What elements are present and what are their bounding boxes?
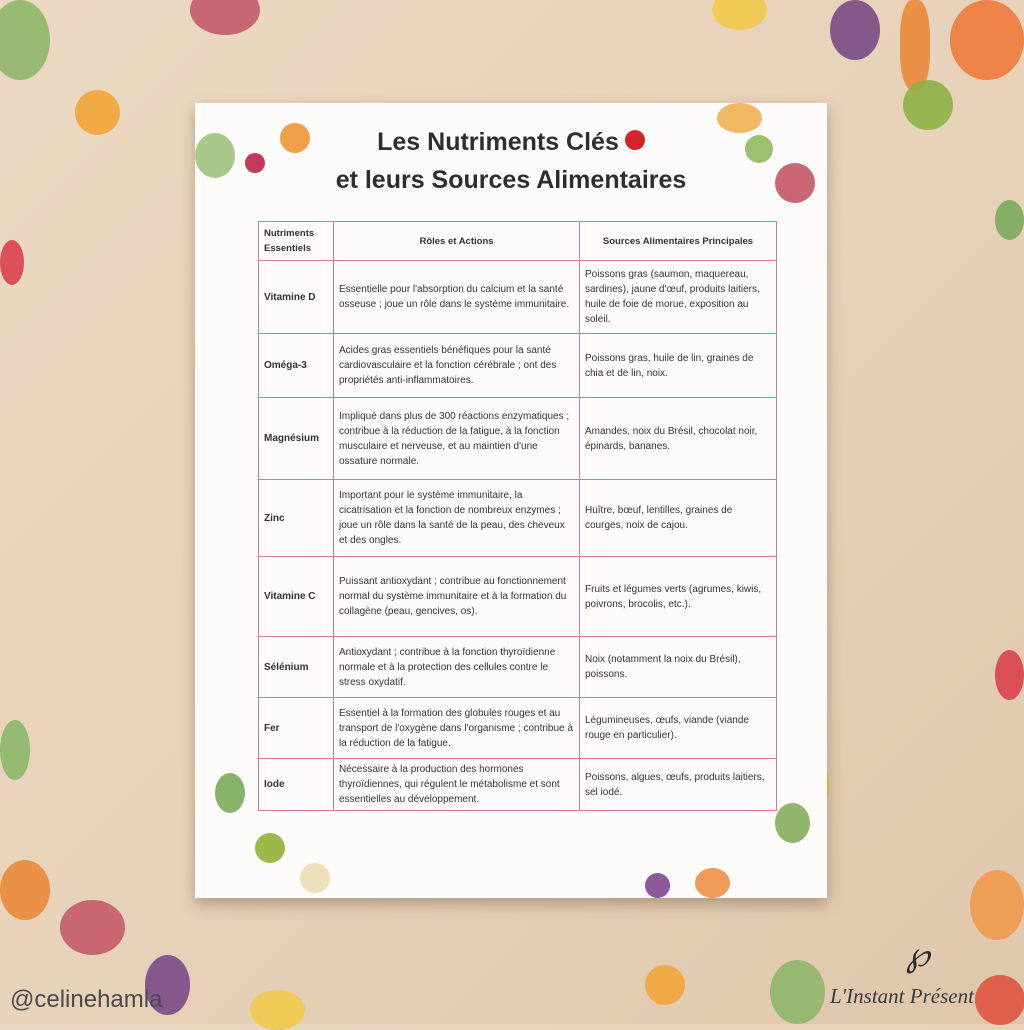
title-line-2: et leurs Sources Alimentaires	[335, 166, 687, 194]
table-row	[259, 698, 777, 759]
nutrient-role: Important pour le système immunitaire, la cicatrisation et la fonction de nombreux enzymes ; joue un rôle dans la santé de la peau, des cheveux et des ongles.	[334, 480, 580, 557]
orange-slice-icon	[75, 90, 120, 135]
nutrient-name: Magnésium	[259, 398, 334, 480]
nutrient-sources: Huître, bœuf, lentilles, graines de courges, noix de cajou.	[580, 480, 777, 557]
leaf-icon	[995, 200, 1024, 240]
nutrient-sheet	[195, 103, 827, 898]
nutrient-role: Acides gras essentiels bénéfiques pour la santé cardiovasculaire et la fonction cérébrale ; ont des propriétés anti-inflammatoires.	[334, 334, 580, 398]
nutrient-role: Nécessaire à la production des hormones thyroïdiennes, qui régulent le métabolisme et sont essentielles au développement.	[334, 759, 580, 811]
nutrient-sources: Fruits et légumes verts (agrumes, kiwis, poivrons, brocolis, etc.).	[580, 557, 777, 637]
carrot-icon-2	[0, 860, 50, 920]
onion-icon	[300, 863, 330, 893]
instagram-handle: @celinehamla	[10, 986, 163, 1013]
peach-paper-icon	[695, 868, 730, 898]
grapes-paper-icon	[645, 873, 670, 898]
nutrient-name: Fer	[259, 698, 334, 759]
nutrient-name: Vitamine D	[259, 261, 334, 334]
kiwi-paper-icon	[255, 833, 285, 863]
nutrient-name: Vitamine C	[259, 557, 334, 637]
nutrient-sources: Poissons gras, huile de lin, graines de chia et de lin, noix.	[580, 334, 777, 398]
red-apple-icon	[625, 130, 645, 150]
carrot-icon	[900, 0, 930, 90]
nutrient-name: Sélénium	[259, 637, 334, 698]
table-row	[259, 557, 777, 637]
nutrient-sources: Amandes, noix du Brésil, chocolat noir, épinards, bananes.	[580, 398, 777, 480]
lettuce-paper-icon	[215, 773, 245, 813]
pepper-icon-2	[970, 870, 1024, 940]
table-row	[259, 261, 777, 334]
apple-icon	[995, 650, 1024, 700]
table-row	[259, 480, 777, 557]
table-row	[259, 637, 777, 698]
nutrient-role: Essentielle pour l'absorption du calcium et la santé osseuse ; joue un rôle dans le système immunitaire.	[334, 261, 580, 334]
broccoli-icon	[0, 0, 50, 80]
tomato-icon	[975, 975, 1024, 1025]
nutrient-name: Oméga-3	[259, 334, 334, 398]
broccoli-paper-icon	[775, 803, 810, 843]
nutrient-role: Impliqué dans plus de 300 réactions enzymatiques ; contribue à la réduction de la fatigue, à la fonction musculaire et nerveuse, et au maintien d'une ossature normale.	[334, 398, 580, 480]
nutrient-sources: Noix (notamment la noix du Brésil), poissons.	[580, 637, 777, 698]
nutrient-sources: Légumineuses, œufs, viande (viande rouge en particulier).	[580, 698, 777, 759]
lemon-icon-2	[250, 990, 305, 1030]
lettuce-icon	[0, 720, 30, 780]
lemon-icon	[712, 0, 767, 30]
nutrient-name: Zinc	[259, 480, 334, 557]
nutrient-sources: Poissons gras (saumon, maquereau, sardines), jaune d'œuf, produits laitiers, huile de foie de morue, exposition au soleil.	[580, 261, 777, 334]
nutrient-role: Antioxydant ; contribue à la fonction thyroïdienne normale et à la protection des cellules contre le stress oxydatif.	[334, 637, 580, 698]
brand-name: L'Instant Présent	[830, 984, 974, 1008]
nutrient-sources: Poissons, algues, œufs, produits laitiers, sel iodé.	[580, 759, 777, 811]
broccoli-icon-2	[770, 960, 825, 1024]
header-sources: Sources Alimentaires Principales	[580, 222, 777, 261]
brand-logo-mark: ℘	[906, 937, 930, 974]
table-header-row	[259, 222, 777, 261]
title-line-1: Les Nutriments Clés	[377, 128, 619, 156]
table-row	[259, 759, 777, 811]
table-row	[259, 334, 777, 398]
meat-icon-2	[60, 900, 125, 955]
page-title	[195, 123, 827, 199]
nutrient-role: Essentiel à la formation des globules rouges et au transport de l'oxygène dans l'organisme ; contribue à la réduction de la fatigue.	[334, 698, 580, 759]
table-row	[259, 398, 777, 480]
orange-slice-icon-2	[645, 965, 685, 1005]
nutrient-role: Puissant antioxydant ; contribue au fonctionnement normal du système immunitaire et à la formation du collagène (peau, gencives, os).	[334, 557, 580, 637]
grapes-icon	[830, 0, 880, 60]
radish-icon	[0, 240, 24, 285]
meat-icon	[190, 0, 260, 35]
pepper-icon	[950, 0, 1024, 80]
nutrient-table	[258, 221, 777, 811]
header-nutrients: Nutriments Essentiels	[259, 222, 334, 261]
kiwi-icon	[903, 80, 953, 130]
header-roles: Rôles et Actions	[334, 222, 580, 261]
nutrient-name: Iode	[259, 759, 334, 811]
